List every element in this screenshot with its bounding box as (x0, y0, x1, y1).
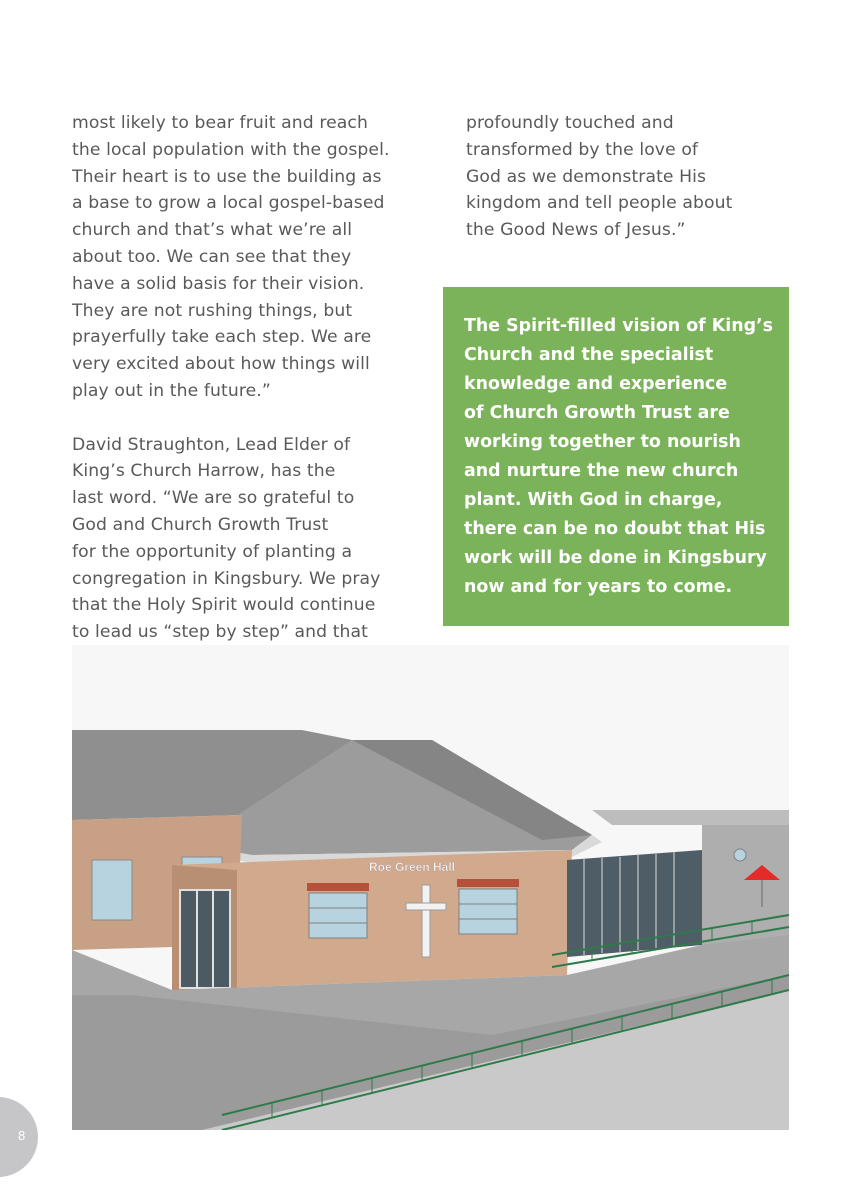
brick-header (457, 879, 519, 887)
rear-roof (592, 810, 789, 825)
front-window (309, 893, 367, 938)
text-line: for the opportunity of planting a (72, 541, 353, 562)
cross-vertical (422, 885, 430, 957)
text-line: that the Holy Spirit would continue (72, 595, 376, 616)
text-line: kingdom and tell people about (466, 193, 733, 214)
brick-header (307, 883, 369, 891)
pull-quote-callout (443, 287, 789, 626)
text-line: profoundly touched and (466, 113, 674, 133)
round-window (734, 849, 746, 861)
text-line: congregation in Kingsbury. We pray (72, 568, 381, 589)
building-sign-text: Roe Green Hall (368, 860, 456, 874)
text-line: David Straughton, Lead Elder of (72, 434, 351, 455)
front-window (459, 889, 517, 934)
text-line: have a solid basis for their vision. (72, 273, 365, 294)
callout-line: working together to nourish (464, 432, 741, 452)
callout-line: The Spirit-filled vision of King’s (464, 316, 773, 336)
callout-line: work will be done in Kingsbury (464, 548, 767, 568)
callout-line: plant. With God in charge, (464, 490, 723, 510)
left-window (92, 860, 132, 920)
text-line: They are not rushing things, but (72, 300, 353, 321)
text-line: most likely to bear fruit and reach (72, 113, 368, 133)
text-line: the Good News of Jesus.” (466, 220, 686, 241)
building-illustration (72, 645, 789, 1130)
callout-line: knowledge and experience (464, 374, 728, 394)
callout-line: and nurture the new church (464, 461, 739, 481)
callout-line: Church and the specialist (464, 345, 714, 365)
text-line: to lead us “step by step” and that (72, 622, 369, 643)
text-line: play out in the future.” (72, 380, 271, 401)
roe-green-hall-render (72, 645, 789, 1130)
left-text-column (72, 110, 417, 673)
text-line: about too. We can see that they (72, 246, 352, 267)
paragraph-quote-end (72, 110, 417, 405)
paragraph-david-straughton (72, 432, 417, 673)
callout-line: now and for years to come. (464, 577, 733, 597)
paragraph-spacer (72, 405, 417, 432)
page-number: 8 (18, 1128, 26, 1143)
glass-doors (180, 890, 230, 988)
text-line: prayerfully take each step. We are (72, 327, 372, 348)
text-line: a base to grow a local gospel-based (72, 193, 385, 214)
text-line: very excited about how things will (72, 354, 370, 375)
text-line: the local population with the gospel. (72, 139, 390, 160)
callout-line: there can be no doubt that His (464, 519, 766, 539)
cross-horizontal (406, 903, 446, 910)
text-line: church and that’s what we’re all (72, 220, 353, 241)
text-line: King’s Church Harrow, has the (72, 461, 336, 482)
text-line: God and Church Growth Trust (72, 514, 329, 535)
text-line: Their heart is to use the building as (72, 166, 382, 187)
text-line: transformed by the love of (466, 139, 699, 160)
text-line: God as we demonstrate His (466, 166, 707, 187)
callout-line: of Church Growth Trust are (464, 403, 730, 423)
right-text-column (466, 110, 786, 244)
text-line: last word. “We are so grateful to (72, 488, 355, 509)
